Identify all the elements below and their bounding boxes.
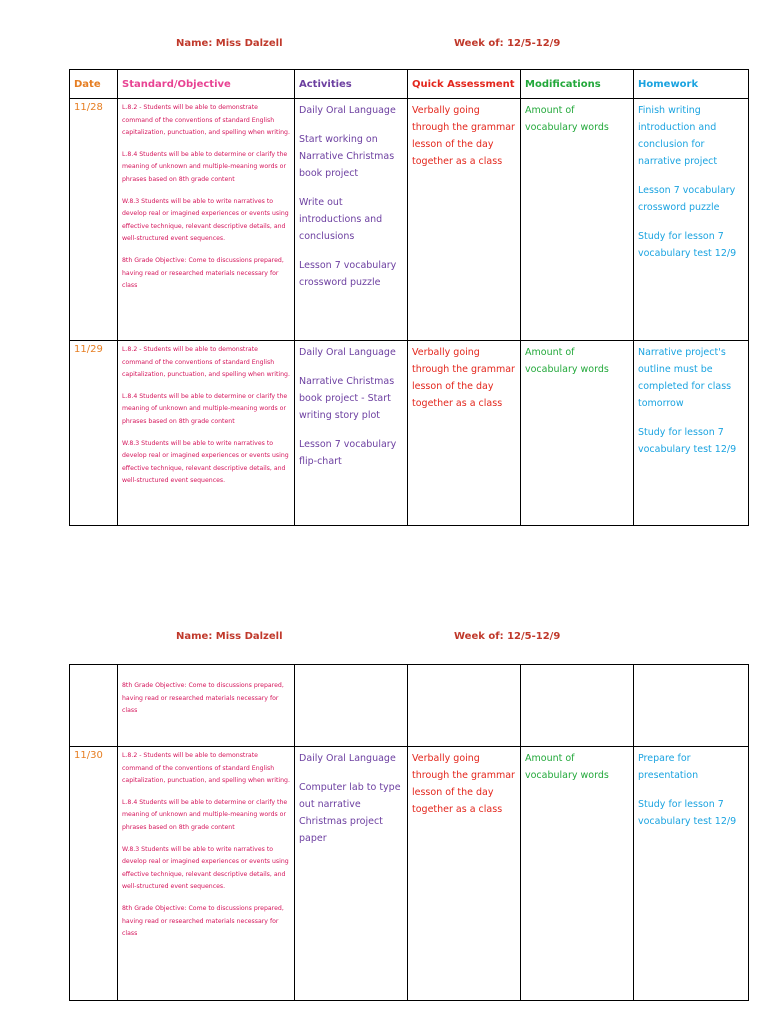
activity-text: Narrative Christmas book project - Start writing story plot xyxy=(299,376,395,421)
homework-text: Finish writing introduction and conclusion for narrative project xyxy=(638,105,718,167)
standard-text: L.8.4 Students will be able to determine or clarify the meaning of unknown and multiple-meaning words or phrases based on 8th grade content xyxy=(122,392,288,425)
row-standards xyxy=(118,341,295,526)
row-homework xyxy=(634,99,749,341)
week-label: Week of: 12/5-12/9 xyxy=(454,631,561,642)
header-date: Date xyxy=(70,70,118,99)
header-standard: Standard/Objective xyxy=(118,70,295,99)
row-homework xyxy=(634,665,749,747)
assessment-text: Verbally going through the grammar lesson of the day together as a class xyxy=(412,105,515,167)
row-standards xyxy=(118,99,295,341)
row-assessment xyxy=(408,341,521,526)
header-quick-assessment: Quick Assessment xyxy=(408,70,521,99)
row-date xyxy=(70,665,118,747)
standard-text: L.8.2 - Students will be able to demonstrate command of the conventions of standard English capitalization, punctuation, and spelling when writing. xyxy=(122,346,290,379)
row-activities xyxy=(295,747,408,1001)
lesson-plan-table-page1 xyxy=(69,69,749,526)
activity-text: Start working on Narrative Christmas book project xyxy=(299,134,395,179)
standard-text: L.8.2 - Students will be able to demonstrate command of the conventions of standard English capitalization, punctuation, and spelling when writing. xyxy=(122,752,290,785)
homework-text: Narrative project's outline must be completed for class tomorrow xyxy=(638,347,732,409)
teacher-name: Name: Miss Dalzell xyxy=(176,38,283,49)
table-row xyxy=(70,747,749,1001)
row-assessment xyxy=(408,747,521,1001)
modification-text: Amount of vocabulary words xyxy=(525,347,609,375)
standard-text: W.8.3 Students will be able to write narratives to develop real or imagined experiences or events using effective technique, relevant descriptive details, and well-structured event sequences. xyxy=(122,197,289,243)
row-homework xyxy=(634,747,749,1001)
header-modifications: Modifications xyxy=(521,70,634,99)
row-modifications xyxy=(521,99,634,341)
header-activities: Activities xyxy=(295,70,408,99)
standard-text: L.8.4 Students will be able to determine or clarify the meaning of unknown and multiple-meaning words or phrases based on 8th grade content xyxy=(122,150,288,183)
homework-text: Lesson 7 vocabulary crossword puzzle xyxy=(638,185,736,213)
standard-text: L.8.2 - Students will be able to demonstrate command of the conventions of standard English capitalization, punctuation, and spelling when writing. xyxy=(122,104,290,137)
standard-text: 8th Grade Objective: Come to discussions prepared, having read or researched materials necessary for class xyxy=(122,682,284,715)
standard-text: W.8.3 Students will be able to write narratives to develop real or imagined experiences or events using effective technique, relevant descriptive details, and well-structured event sequences. xyxy=(122,845,289,891)
homework-text: Study for lesson 7 vocabulary test 12/9 xyxy=(638,799,737,827)
row-date: 11/28 xyxy=(70,99,118,341)
activity-text: Daily Oral Language xyxy=(299,347,396,358)
standard-text: 8th Grade Objective: Come to discussions prepared, having read or researched materials necessary for class xyxy=(122,904,284,938)
standard-text: L.8.4 Students will be able to determine or clarify the meaning of unknown and multiple-meaning words or phrases based on 8th grade content xyxy=(122,798,288,831)
row-standards xyxy=(118,665,295,747)
table-row xyxy=(70,665,749,747)
teacher-name: Name: Miss Dalzell xyxy=(176,631,283,642)
row-date: 11/29 xyxy=(70,341,118,526)
assessment-text: Verbally going through the grammar lesson of the day together as a class xyxy=(412,753,515,815)
row-activities xyxy=(295,665,408,747)
table-header-row xyxy=(70,70,749,99)
row-assessment xyxy=(408,665,521,747)
homework-text: Study for lesson 7 vocabulary test 12/9 xyxy=(638,427,737,455)
activity-text: Write out introductions and conclusions xyxy=(299,197,383,242)
row-assessment xyxy=(408,99,521,341)
assessment-text: Verbally going through the grammar lesson of the day together as a class xyxy=(412,347,515,409)
table-row xyxy=(70,99,749,341)
lesson-plan-table-page2 xyxy=(69,664,749,1001)
row-homework xyxy=(634,341,749,526)
row-activities xyxy=(295,341,408,526)
standard-text: 8th Grade Objective: Come to discussions prepared, having read or researched materials necessary for class xyxy=(122,256,284,290)
homework-text: Prepare for presentation xyxy=(638,753,699,781)
activity-text: Daily Oral Language xyxy=(299,753,396,764)
row-activities xyxy=(295,99,408,341)
row-date: 11/30 xyxy=(70,747,118,1001)
homework-text: Study for lesson 7 vocabulary test 12/9 xyxy=(638,231,737,259)
row-modifications xyxy=(521,665,634,747)
row-modifications xyxy=(521,341,634,526)
activity-text: Computer lab to type out narrative Christmas project paper xyxy=(299,782,401,844)
row-standards xyxy=(118,747,295,1001)
activity-text: Lesson 7 vocabulary flip-chart xyxy=(299,439,397,467)
activity-text: Lesson 7 vocabulary crossword puzzle xyxy=(299,260,397,288)
standard-text: W.8.3 Students will be able to write narratives to develop real or imagined experiences or events using effective technique, relevant descriptive details, and well-structured event sequences. xyxy=(122,439,289,485)
activity-text: Daily Oral Language xyxy=(299,105,396,116)
modification-text: Amount of vocabulary words xyxy=(525,753,609,781)
row-modifications xyxy=(521,747,634,1001)
modification-text: Amount of vocabulary words xyxy=(525,105,609,133)
week-label: Week of: 12/5-12/9 xyxy=(454,38,561,49)
header-homework: Homework xyxy=(634,70,749,99)
table-row xyxy=(70,341,749,526)
